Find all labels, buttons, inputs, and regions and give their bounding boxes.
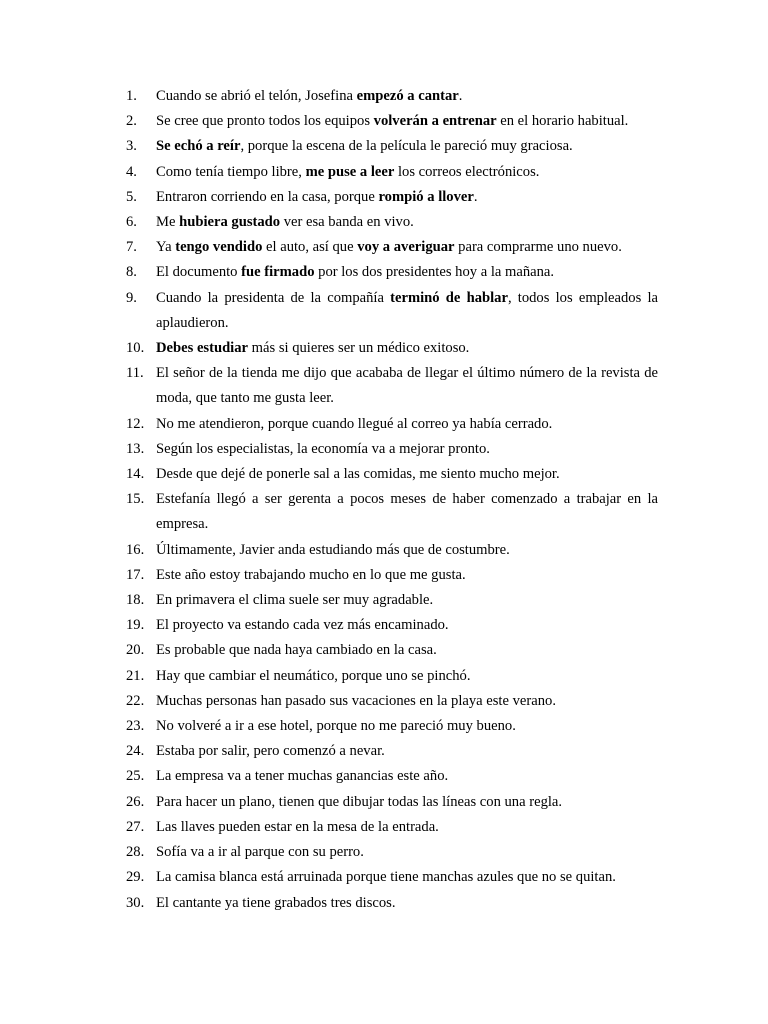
list-item <box>126 714 658 739</box>
list-item <box>126 210 658 235</box>
list-item <box>126 286 658 336</box>
sentence-text: Este año estoy trabajando mucho en lo que me gusta. <box>156 566 466 583</box>
list-item <box>126 185 658 210</box>
item-sentence <box>156 214 414 230</box>
item-number: 8. <box>126 264 137 281</box>
highlighted-verb-phrase: tengo vendido <box>175 239 263 256</box>
list-item <box>126 109 658 134</box>
item-number: 9. <box>126 289 137 306</box>
item-sentence <box>156 189 478 205</box>
sentence-text: Estefanía llegó a ser gerenta a pocos meses de haber comenzado a trabajar en la empresa. <box>156 491 658 533</box>
item-number: 19. <box>126 617 145 634</box>
sentence-text: Hay que cambiar el neumático, porque uno se pinchó. <box>156 667 471 684</box>
item-sentence <box>156 743 385 759</box>
sentence-text: El documento <box>156 264 242 281</box>
item-number: 27. <box>126 818 145 835</box>
item-number: 25. <box>126 768 145 785</box>
sentence-text: ver esa banda en vivo. <box>280 214 414 231</box>
sentence-text: Ya <box>156 239 176 256</box>
sentence-text: La camisa blanca está arruinada porque tiene manchas azules que no se quitan. <box>156 869 616 886</box>
list-item <box>126 689 658 714</box>
list-item <box>126 563 658 588</box>
sentence-text: por los dos presidentes hoy a la mañana. <box>314 264 555 281</box>
item-number: 2. <box>126 113 137 130</box>
item-sentence <box>156 340 469 356</box>
item-sentence <box>156 642 437 658</box>
list-item <box>126 260 658 285</box>
item-number: 21. <box>126 667 145 684</box>
item-sentence <box>156 567 466 583</box>
list-item <box>126 160 658 185</box>
item-number: 1. <box>126 88 137 104</box>
sentence-text: Como tenía tiempo libre, <box>156 163 306 180</box>
item-number: 24. <box>126 743 145 760</box>
list-item <box>126 865 658 890</box>
item-sentence <box>156 138 573 154</box>
item-number: 18. <box>126 592 145 609</box>
sentence-text: Entraron corriendo en la casa, porque <box>156 188 379 205</box>
sentence-text: Últimamente, Javier anda estudiando más que de costumbre. <box>156 541 510 558</box>
item-sentence <box>156 768 448 784</box>
sentence-text: Desde que dejé de ponerle sal a las comidas, me siento mucho mejor. <box>156 466 560 483</box>
item-number: 15. <box>126 491 145 508</box>
sentence-text: Cuando la presidenta de la compañía <box>156 289 391 306</box>
item-sentence <box>156 164 539 180</box>
item-number: 17. <box>126 566 145 583</box>
item-sentence <box>156 88 462 104</box>
item-sentence <box>156 290 658 331</box>
sentence-text: Estaba por salir, pero comenzó a nevar. <box>156 743 385 760</box>
list-item <box>126 891 658 916</box>
item-number: 12. <box>126 415 145 432</box>
sentence-text: para comprarme uno nuevo. <box>454 239 622 256</box>
sentence-text: los correos electrónicos. <box>394 163 540 180</box>
sentence-list <box>126 84 658 916</box>
item-sentence <box>156 592 433 608</box>
highlighted-verb-phrase: empezó a cantar <box>356 88 459 104</box>
list-item <box>126 235 658 260</box>
item-sentence <box>156 718 516 734</box>
item-number: 30. <box>126 894 145 911</box>
item-sentence <box>156 365 658 406</box>
sentence-text: Es probable que nada haya cambiado en la casa. <box>156 642 437 659</box>
list-item <box>126 84 658 109</box>
item-sentence <box>156 819 439 835</box>
list-item <box>126 487 658 537</box>
list-item <box>126 840 658 865</box>
item-number: 3. <box>126 138 137 155</box>
list-item <box>126 588 658 613</box>
list-item <box>126 437 658 462</box>
sentence-text: Me <box>156 214 180 231</box>
sentence-text: . <box>473 188 478 205</box>
item-sentence <box>156 617 449 633</box>
item-sentence <box>156 794 562 810</box>
sentence-text: Para hacer un plano, tienen que dibujar todas las líneas con una regla. <box>156 793 563 810</box>
item-sentence <box>156 466 560 482</box>
list-item <box>126 538 658 563</box>
sentence-text: más si quieres ser un médico exitoso. <box>248 340 470 357</box>
item-sentence <box>156 416 552 432</box>
item-number: 16. <box>126 541 145 558</box>
list-item <box>126 815 658 840</box>
item-number: 28. <box>126 844 145 861</box>
highlighted-verb-phrase: me puse a leer <box>305 163 395 180</box>
highlighted-verb-phrase: terminó de hablar <box>390 289 508 306</box>
sentence-text: Según los especialistas, la economía va a mejorar pronto. <box>156 440 490 457</box>
list-item <box>126 134 658 159</box>
list-item <box>126 361 658 411</box>
sentence-text: Cuando se abrió el telón, Josefina <box>156 88 357 104</box>
sentence-text: Se cree que pronto todos los equipos <box>156 113 374 130</box>
list-item <box>126 790 658 815</box>
highlighted-verb-phrase: fue firmado <box>241 264 315 281</box>
item-sentence <box>156 441 490 457</box>
list-item <box>126 412 658 437</box>
highlighted-verb-phrase: volverán a entrenar <box>373 113 497 130</box>
item-number: 13. <box>126 440 145 457</box>
list-item <box>126 462 658 487</box>
item-number: 11. <box>126 365 144 382</box>
sentence-text: en el horario habitual. <box>496 113 629 130</box>
item-number: 10. <box>126 340 145 357</box>
list-item <box>126 664 658 689</box>
highlighted-verb-phrase: Debes estudiar <box>156 340 249 357</box>
item-number: 14. <box>126 466 145 483</box>
sentence-text: La empresa va a tener muchas ganancias este año. <box>156 768 449 785</box>
item-number: 22. <box>126 692 145 709</box>
item-sentence <box>156 869 616 885</box>
item-sentence <box>156 491 658 532</box>
item-sentence <box>156 264 554 280</box>
item-number: 7. <box>126 239 137 256</box>
item-number: 6. <box>126 214 137 231</box>
sentence-text: No me atendieron, porque cuando llegué al correo ya había cerrado. <box>156 415 553 432</box>
item-number: 29. <box>126 869 145 886</box>
sentence-text: Muchas personas han pasado sus vacaciones en la playa este verano. <box>156 692 556 709</box>
sentence-text: , todos los empleados la aplaudieron. <box>156 289 658 331</box>
sentence-text: Las llaves pueden estar en la mesa de la entrada. <box>156 818 439 835</box>
list-item <box>126 336 658 361</box>
item-sentence <box>156 693 556 709</box>
sentence-text: , porque la escena de la película le pareció muy graciosa. <box>240 138 573 155</box>
highlighted-verb-phrase: Se echó a reír <box>156 138 241 155</box>
item-sentence <box>156 113 628 129</box>
item-number: 20. <box>126 642 145 659</box>
item-sentence <box>156 668 470 684</box>
item-sentence <box>156 542 510 558</box>
sentence-text: No volveré a ir a ese hotel, porque no me pareció muy bueno. <box>156 718 516 735</box>
highlighted-verb-phrase: rompió a llover <box>378 188 474 205</box>
highlighted-verb-phrase: voy a averiguar <box>357 239 455 256</box>
list-item <box>126 764 658 789</box>
sentence-text: . <box>458 88 463 104</box>
sentence-text: El señor de la tienda me dijo que acababa de llegar el último número de la revista de moda, que tanto me gusta leer. <box>156 365 658 407</box>
item-sentence <box>156 844 364 860</box>
highlighted-verb-phrase: hubiera gustado <box>179 214 281 231</box>
item-sentence <box>156 239 622 255</box>
sentence-text: el auto, así que <box>262 239 358 256</box>
list-item <box>126 739 658 764</box>
sentence-text: El cantante ya tiene grabados tres discos. <box>156 894 396 911</box>
list-item <box>126 613 658 638</box>
item-number: 26. <box>126 793 145 810</box>
sentence-text: Sofía va a ir al parque con su perro. <box>156 844 364 861</box>
list-item <box>126 638 658 663</box>
item-number: 5. <box>126 188 137 205</box>
item-number: 23. <box>126 718 145 735</box>
item-sentence <box>156 895 396 911</box>
item-number: 4. <box>126 163 137 180</box>
sentence-text: El proyecto va estando cada vez más encaminado. <box>156 617 449 634</box>
sentence-text: En primavera el clima suele ser muy agradable. <box>156 592 434 609</box>
